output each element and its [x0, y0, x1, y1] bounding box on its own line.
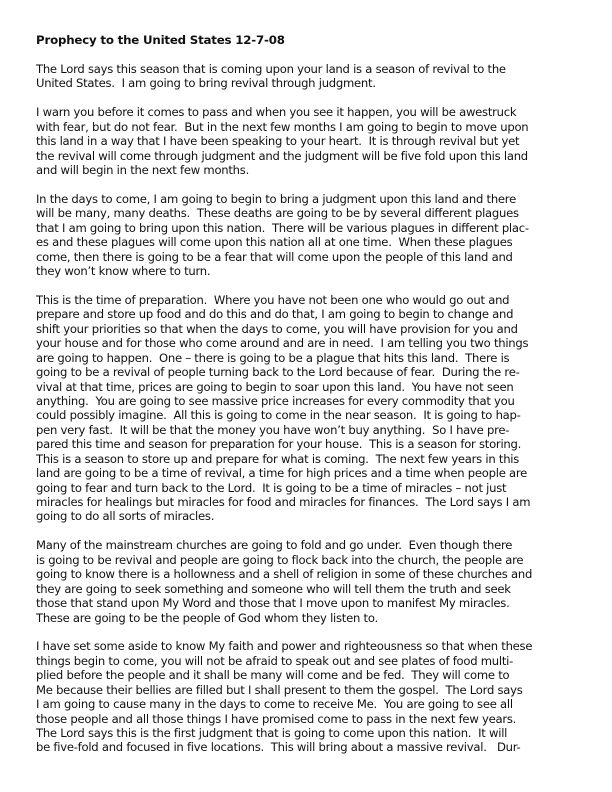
text-line: are going to happen. One – there is going to be a plague that hits this land. There is — [36, 350, 510, 365]
text-line: I warn you before it comes to pass and when you see it happen, you will be awestruck — [36, 105, 517, 120]
text-line: they won’t know where to turn. — [36, 264, 211, 278]
document-body — [36, 62, 596, 755]
text-line: Many of the mainstream churches are going to fold and go under. Even though there — [36, 538, 513, 553]
text-line: prepare and store up food and do this and do that, I am going to begin to change and — [36, 307, 514, 322]
text-line: pared this time and season for preparation for your house. This is a season for storing. — [36, 437, 522, 452]
text-line: es and these plagues will come upon this nation all at one time. When these plagues — [36, 235, 513, 250]
text-line: I have set some aside to know My faith and power and righteousness so that when these — [36, 639, 533, 654]
text-line: come, then there is going to be a fear that will come upon the people of this land and — [36, 249, 513, 264]
text-line: things begin to come, you will not be afraid to speak out and see plates of food multi- — [36, 653, 514, 668]
text-line: this land in a way that I have been speaking to your heart. It is through revival but yet — [36, 134, 520, 149]
text-line: your house and for those who come around and are in need. I am telling you two things — [36, 336, 529, 351]
text-line: miracles for healings but miracles for food and miracles for finances. The Lord says I am — [36, 495, 531, 509]
text-line: anything. You are going to see massive price increases for every commodity that you — [36, 393, 515, 408]
text-line: with fear, but do not fear. But in the next few months I am going to begin to move upon — [36, 119, 529, 134]
text-line: This is the time of preparation. Where you have not been one who would go out and — [36, 292, 510, 307]
text-line: plied before the people and it shall be many will come and be fed. They will come to — [36, 668, 510, 683]
text-line: shift your priorities so that when the days to come, you will have provision for you and — [36, 321, 518, 336]
text-line: will be many, many deaths. These deaths are going to be by several different plagues — [36, 206, 519, 221]
text-line: vival at that time, prices are going to begin to soar upon this land. You have not seen — [36, 379, 514, 394]
text-line: going to be a revival of people turning back to the Lord because of fear. During the re- — [36, 365, 520, 380]
text-line: is going to be revival and people are going to flock back into the church, the people are — [36, 552, 524, 567]
text-line: could possibly imagine. All this is going to come in the near season. It is going to hap- — [36, 408, 521, 423]
text-line: going to know there is a hollowness and a shell of religion in some of these churches and — [36, 567, 533, 582]
text-line: pen very fast. It will be that the money you have won’t buy anything. So I have pre- — [36, 422, 510, 437]
paragraph — [36, 192, 596, 279]
text-line: be five-fold and focused in five locations. This will bring about a massive revival. Dur- — [36, 740, 521, 755]
text-line: I am going to cause many in the days to come to receive Me. You are going to see all — [36, 697, 513, 712]
text-line: and will begin in the next few months. — [36, 162, 250, 177]
text-line: those people and all those things I have promised come to pass in the next few years. — [36, 711, 517, 726]
document-page — [36, 33, 596, 769]
text-line: United States. I am going to bring revival through judgment. — [36, 76, 376, 91]
text-line: These are going to be the people of God whom they listen to. — [36, 610, 378, 625]
text-line: In the days to come, I am going to begin to bring a judgment upon this land and there — [36, 191, 516, 206]
text-line: going to do all sorts of miracles. — [36, 509, 215, 524]
document-title: Prophecy to the United States 12-7-08 — [36, 33, 285, 47]
paragraph — [36, 105, 596, 177]
text-line: that I am going to bring upon this nation. There will be various plagues in different plac- — [36, 220, 529, 235]
paragraph — [36, 639, 596, 755]
text-line: The Lord says this is the first judgment that is going to come upon this nation. It will — [36, 726, 508, 740]
paragraph — [36, 293, 596, 524]
text-line: This is a season to store up and prepare for what is coming. The next few years in this — [36, 451, 520, 466]
paragraph — [36, 538, 596, 625]
text-line: Me because their bellies are filled but I shall present to them the gospel. The Lord says — [36, 682, 523, 697]
text-line: going to fear and turn back to the Lord. It is going to be a time of miracles – not just — [36, 480, 507, 495]
text-line: the revival will come through judgment and the judgment will be five fold upon this land — [36, 148, 528, 163]
text-line: those that stand upon My Word and those that I move upon to manifest My miracles. — [36, 596, 510, 611]
text-line: land are going to be a time of revival, a time for high prices and a time when people are — [36, 466, 528, 481]
text-line: The Lord says this season that is coming upon your land is a season of revival to the — [36, 61, 506, 76]
paragraph — [36, 62, 596, 91]
text-line: they are going to seek something and someone who will tell them the truth and seek — [36, 581, 511, 596]
